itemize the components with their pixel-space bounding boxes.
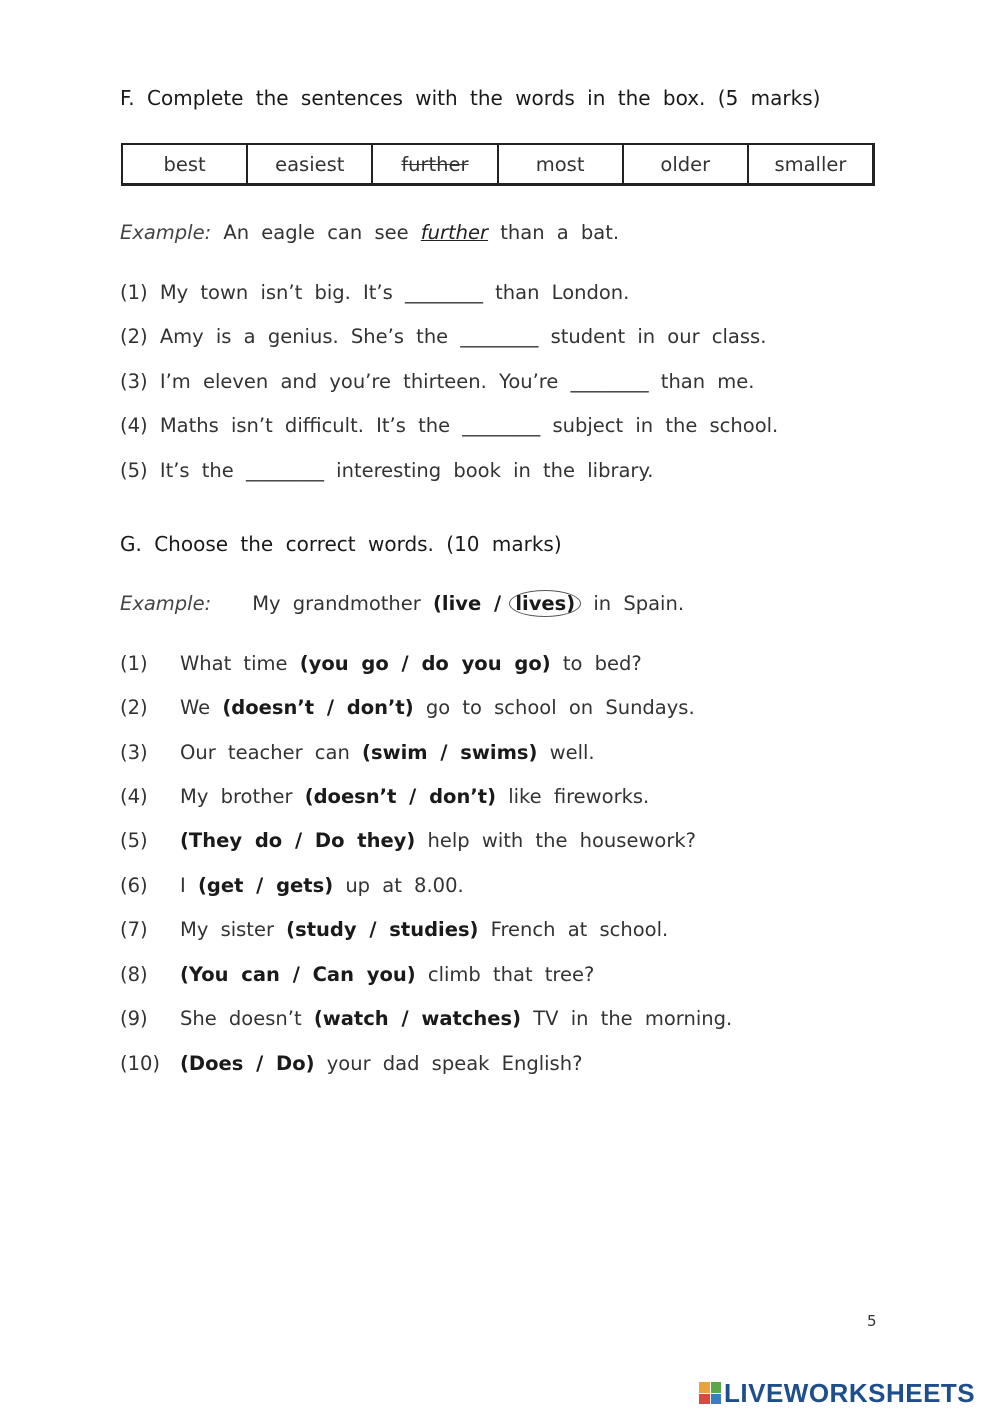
example-answer: further (420, 221, 489, 244)
item-text: My sister (180, 918, 274, 941)
word-box-cell: smaller (774, 152, 847, 176)
section-g-example (120, 592, 684, 615)
word-box-cell: best (123, 145, 248, 183)
f-item-2: (2) Amy is a genius. She’s the ________ student in our class. (120, 325, 767, 348)
item-number: (8) (120, 963, 148, 986)
item-choice: (you go / do you go) (299, 652, 551, 675)
g-item (120, 785, 649, 808)
word-box-cell: easiest (248, 145, 373, 183)
g-item (120, 829, 696, 852)
item-text: climb that tree? (427, 963, 595, 986)
item-choice: (Does / Do) (180, 1052, 315, 1075)
item-number: (4) (120, 785, 148, 808)
section-f-example (120, 221, 619, 244)
liveworksheets-logo[interactable] (699, 1378, 975, 1408)
g-item (120, 963, 594, 986)
item-text: My brother (180, 785, 293, 808)
example-text: My grandmother (252, 592, 421, 615)
item-text: like fireworks. (508, 785, 650, 808)
item-text: What time (180, 652, 288, 675)
example-text: An eagle can see (223, 221, 409, 244)
item-number: (7) (120, 918, 148, 941)
g-item (120, 1007, 732, 1030)
item-choice: (doesn’t / don’t) (222, 696, 414, 719)
item-number: (9) (120, 1007, 148, 1030)
item-choice: (study / studies) (286, 918, 479, 941)
logo-square (699, 1394, 710, 1405)
section-g-heading: G. Choose the correct words. (10 marks) (120, 532, 562, 556)
item-text: French at school. (490, 918, 669, 941)
logo-square (711, 1394, 722, 1405)
example-choice: (live / (433, 592, 502, 615)
f-item-4: (4) Maths isn’t difficult. It’s the ________ subject in the school. (120, 414, 779, 437)
section-f-heading: F. Complete the sentences with the words in the box. (5 marks) (120, 86, 821, 110)
item-text: TV in the morning. (533, 1007, 733, 1030)
logo-icon (699, 1382, 721, 1404)
item-number: (3) (120, 741, 148, 764)
brand-name: LIVEWORKSHEETS (724, 1377, 976, 1408)
item-text: well. (549, 741, 595, 764)
f-item-3: (3) I’m eleven and you’re thirteen. You’re ________ than me. (120, 370, 755, 393)
item-number: (6) (120, 874, 148, 897)
word-box-cell: older (624, 145, 749, 183)
example-label: Example: (120, 221, 212, 244)
word-box-cell: most (499, 145, 624, 183)
example-text: in Spain. (593, 592, 685, 615)
item-choice: (They do / Do they) (180, 829, 416, 852)
g-item (120, 1052, 582, 1075)
word-box (121, 143, 875, 186)
item-text: to bed? (562, 652, 642, 675)
example-text: than a bat. (500, 221, 620, 244)
item-text: I (180, 874, 186, 897)
logo-square (699, 1382, 710, 1393)
item-choice: (You can / Can you) (180, 963, 416, 986)
example-circled-answer: lives) (509, 590, 581, 617)
item-text: go to school on Sundays. (425, 696, 695, 719)
item-number: (5) (120, 829, 148, 852)
page-number: 5 (867, 1312, 877, 1330)
g-item (120, 874, 464, 897)
item-text: up at 8.00. (345, 874, 464, 897)
example-label: Example: (120, 592, 212, 615)
f-item-5: (5) It’s the ________ interesting book in the library. (120, 459, 654, 482)
item-number: (2) (120, 696, 148, 719)
g-item (120, 696, 695, 719)
f-item-1: (1) My town isn’t big. It’s ________ than London. (120, 281, 630, 304)
item-text: your dad speak English? (326, 1052, 583, 1075)
item-text: She doesn’t (180, 1007, 302, 1030)
item-text: We (180, 696, 211, 719)
item-choice: (get / gets) (197, 874, 334, 897)
item-number: (1) (120, 652, 148, 675)
item-choice: (swim / swims) (362, 741, 538, 764)
g-item (120, 741, 595, 764)
g-item (120, 652, 642, 675)
item-text: help with the housework? (427, 829, 696, 852)
item-choice: (watch / watches) (313, 1007, 522, 1030)
logo-square (711, 1382, 722, 1393)
g-item (120, 918, 668, 941)
item-number: (10) (120, 1052, 161, 1075)
item-choice: (doesn’t / don’t) (304, 785, 496, 808)
item-text: Our teacher can (180, 741, 350, 764)
word-box-cell-used: further (373, 145, 498, 183)
